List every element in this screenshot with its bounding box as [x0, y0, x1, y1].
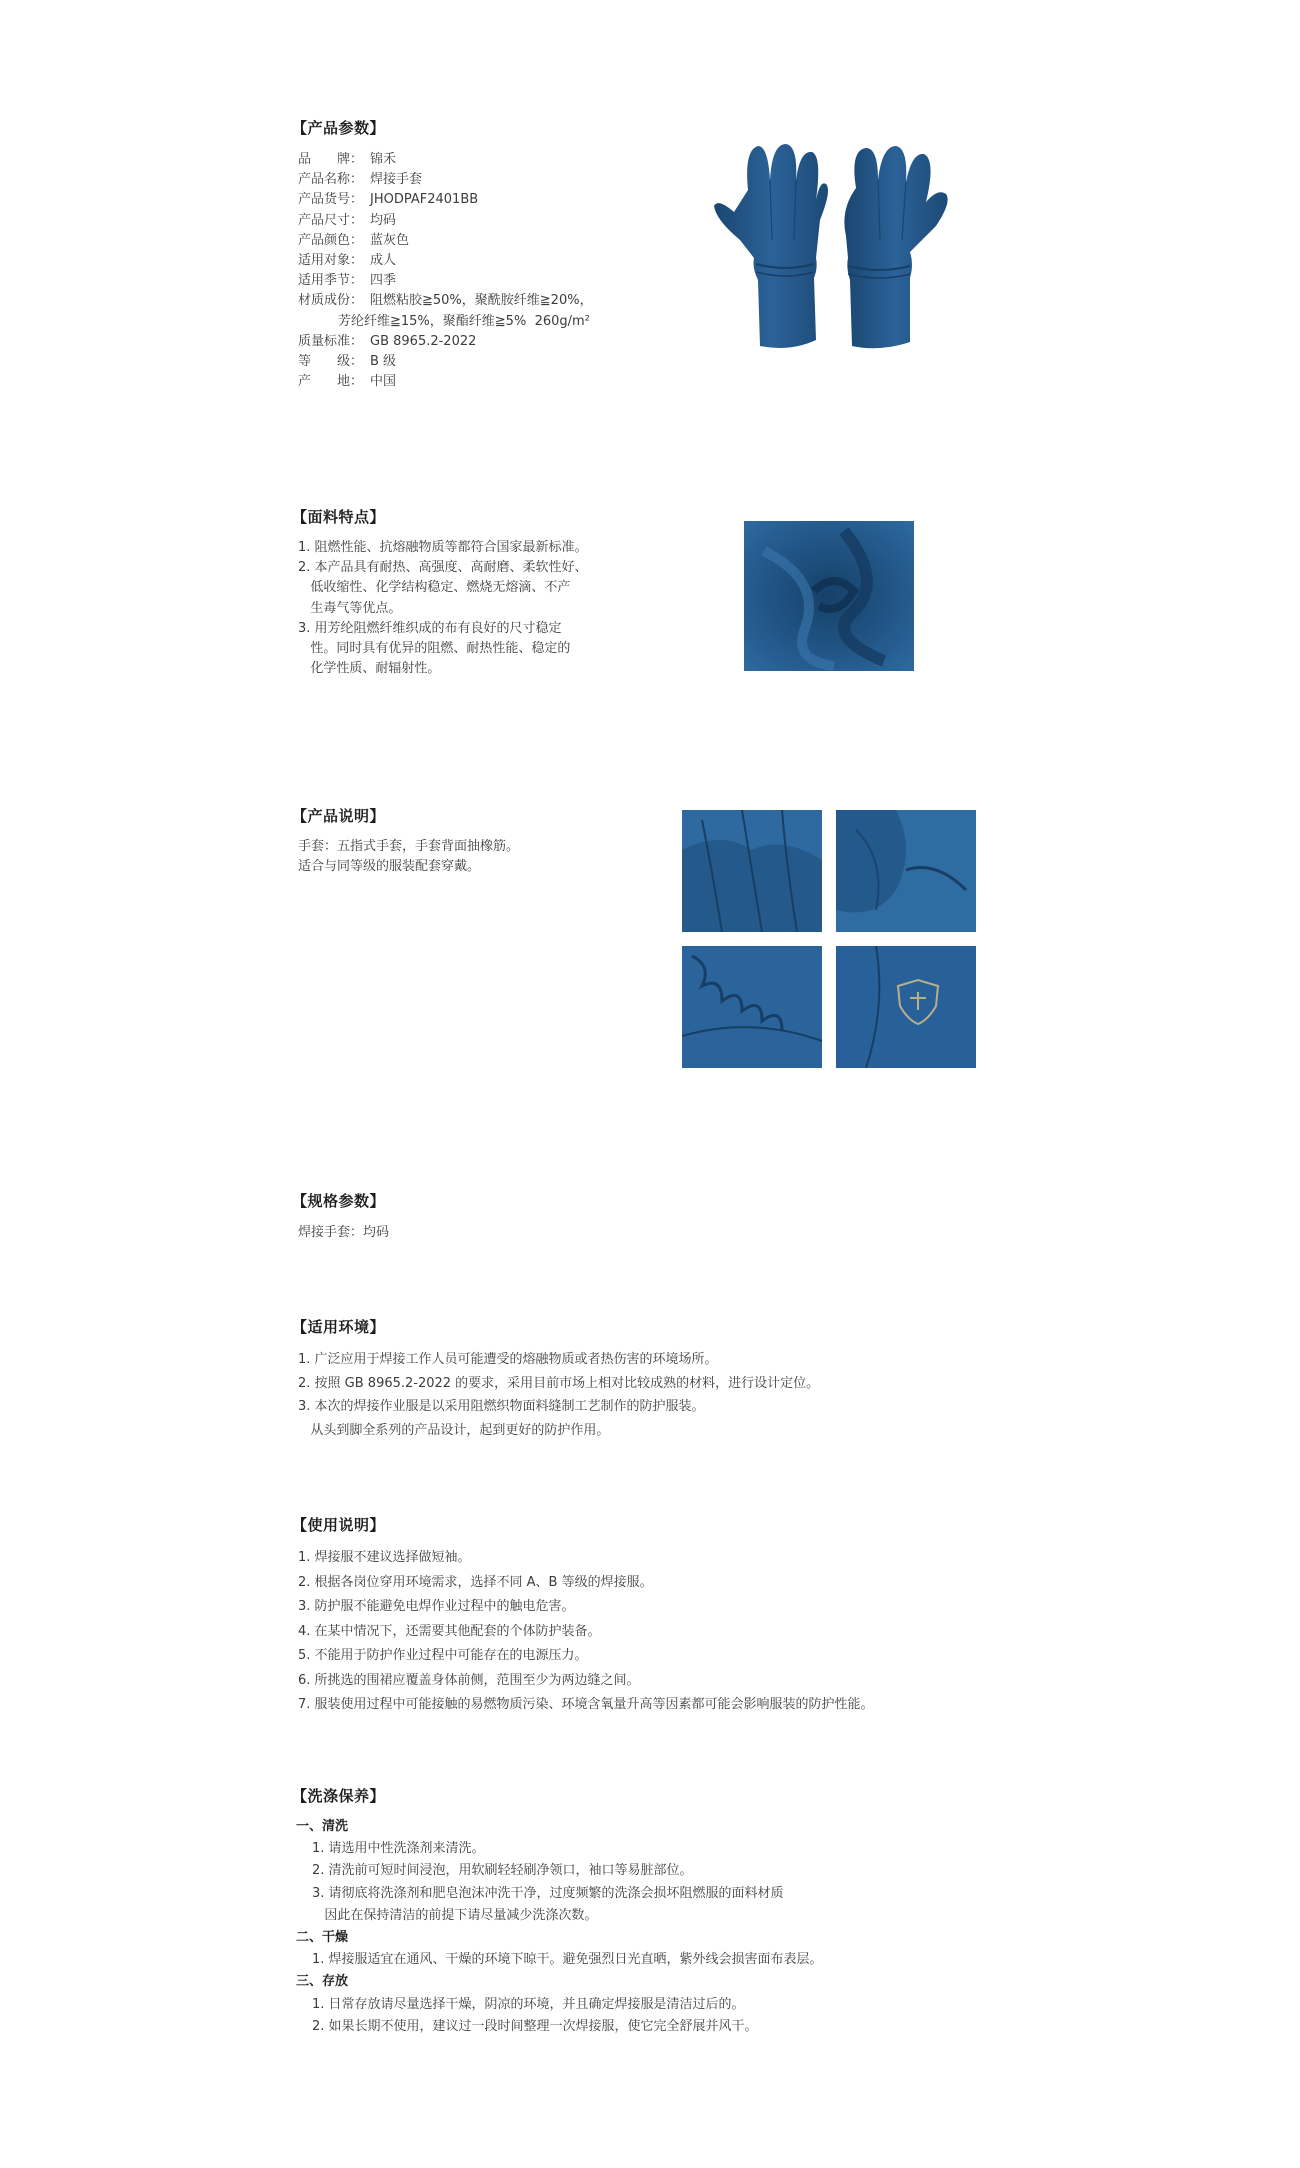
param-row-size: 产品尺寸： 均码 — [298, 212, 397, 228]
care-wash-item: 因此在保持清洁的前提下请尽量减少洗涤次数。 — [312, 1907, 598, 1923]
care-list — [298, 1816, 823, 2038]
param-row-name: 产品名称： 焊接手套 — [298, 172, 423, 188]
usage-line: 5. 不能用于防护作业过程中可能存在的电源压力。 — [298, 1648, 588, 1663]
care-wash-item: 1. 请选用中性洗涤剂来清洗。 — [312, 1841, 485, 1857]
care-subheading-store: 三、存放 — [296, 1974, 349, 1990]
glove-pair-photo — [700, 140, 960, 365]
environment-list — [298, 1348, 819, 1442]
care-dry-item: 1. 焊接服适宜在通风、干燥的环境下晾干。避免强烈日光直晒，紫外线会损害面布表层。 — [312, 1952, 823, 1968]
fabric-line: 生毒气等优点。 — [298, 600, 402, 616]
fabric-line: 2. 本产品具有耐热、高强度、高耐磨、柔软性好、 — [298, 560, 588, 576]
param-row-origin: 产 地： 中国 — [298, 374, 397, 390]
detail-fingers-photo — [682, 810, 822, 932]
fabric-line: 1. 阻燃性能、抗熔融物质等都符合国家最新标准。 — [298, 540, 588, 555]
usage-line: 3. 防护服不能避免电焊作业过程中的触电危害。 — [298, 1599, 575, 1614]
detail-cuff-badge-photo — [836, 946, 976, 1068]
care-store-item: 1. 日常存放请尽量选择干燥，阴凉的环境，并且确定焊接服是清洁过后的。 — [312, 1996, 745, 2012]
usage-line: 7. 服装使用过程中可能接触的易燃物质污染、环境含氧量升高等因素都可能会影响服装的防护性能。 — [298, 1697, 874, 1712]
specs-line: 焊接手套：均码 — [298, 1225, 390, 1240]
param-row-season: 适用季节： 四季 — [298, 273, 397, 289]
environment-line: 3. 本次的焊接作业服是以采用阻燃织物面料缝制工艺制作的防护服装。 — [298, 1399, 705, 1414]
description-line: 手套：五指式手套，手套背面抽橡筋。 — [298, 839, 520, 854]
param-row-material: 材质成份： 阻燃粘胶≧50%，聚酰胺纤维≧20%， — [298, 293, 593, 309]
section-title-fabric: 【面料特点】 — [292, 508, 386, 526]
section-title-environment: 【适用环境】 — [292, 1318, 386, 1336]
section-title-care: 【洗涤保养】 — [292, 1787, 386, 1805]
care-wash-item: 3. 请彻底将洗涤剂和肥皂泡沫冲洗干净，过度频繁的洗涤会损坏阻燃服的面料材质 — [312, 1885, 784, 1901]
section-title-specs: 【规格参数】 — [292, 1192, 386, 1210]
fabric-line: 3. 用芳纶阻燃纤维织成的布有良好的尺寸稳定 — [298, 620, 562, 636]
fabric-line: 性。同时具有优异的阻燃、耐热性能、稳定的 — [298, 641, 571, 657]
section-title-usage: 【使用说明】 — [292, 1516, 386, 1534]
description-list — [298, 837, 519, 877]
specs-list — [298, 1223, 389, 1243]
fabric-features-list — [298, 538, 588, 679]
param-row-color: 产品颜色： 蓝灰色 — [298, 232, 410, 248]
care-subheading-wash: 一、清洗 — [296, 1819, 349, 1834]
fabric-swatch-photo — [744, 521, 914, 671]
fabric-line: 化学性质、耐辐射性。 — [298, 661, 441, 677]
section-title-product-params: 【产品参数】 — [292, 119, 386, 137]
param-row-standard: 质量标准： GB 8965.2-2022 — [298, 333, 477, 349]
care-wash-item: 2. 清洗前可短时间浸泡，用软刷轻轻刷净领口，袖口等易脏部位。 — [312, 1863, 693, 1879]
param-row-material-cont: 芳纶纤维≧15%，聚酯纤维≧5% 260g/m² — [338, 313, 590, 329]
usage-line: 2. 根据各岗位穿用环境需求，选择不同 A、B 等级的焊接服。 — [298, 1574, 653, 1590]
care-store-item: 2. 如果长期不使用，建议过一段时间整理一次焊接服，使它完全舒展并风干。 — [312, 2018, 758, 2034]
description-line: 适合与同等级的服装配套穿戴。 — [298, 859, 481, 875]
care-subheading-dry: 二、干燥 — [296, 1930, 349, 1946]
detail-thumb-photo — [836, 810, 976, 932]
environment-line: 1. 广泛应用于焊接工作人员可能遭受的熔融物质或者热伤害的环境场所。 — [298, 1352, 718, 1367]
param-row-grade: 等 级： B 级 — [298, 354, 397, 370]
param-row-brand: 品 牌： 锦禾 — [298, 152, 397, 167]
usage-line: 6. 所挑选的围裙应覆盖身体前侧，范围至少为两边缝之间。 — [298, 1672, 640, 1688]
environment-line: 从头到脚全系列的产品设计，起到更好的防护作用。 — [298, 1422, 610, 1438]
fabric-line: 低收缩性、化学结构稳定、燃烧无熔滴、不产 — [298, 580, 571, 596]
usage-line: 4. 在某中情况下，还需要其他配套的个体防护装备。 — [298, 1623, 601, 1639]
section-title-description: 【产品说明】 — [292, 807, 386, 825]
param-row-sku: 产品货号： JHODPAF2401BB — [298, 192, 479, 208]
param-row-target: 适用对象： 成人 — [298, 253, 397, 269]
usage-line: 1. 焊接服不建议选择做短袖。 — [298, 1550, 471, 1565]
detail-elastic-cuff-photo — [682, 946, 822, 1068]
product-params-list — [298, 150, 593, 392]
usage-list — [298, 1546, 874, 1718]
environment-line: 2. 按照 GB 8965.2-2022 的要求，采用目前市场上相对比较成熟的材料，进行设计定位。 — [298, 1375, 820, 1391]
